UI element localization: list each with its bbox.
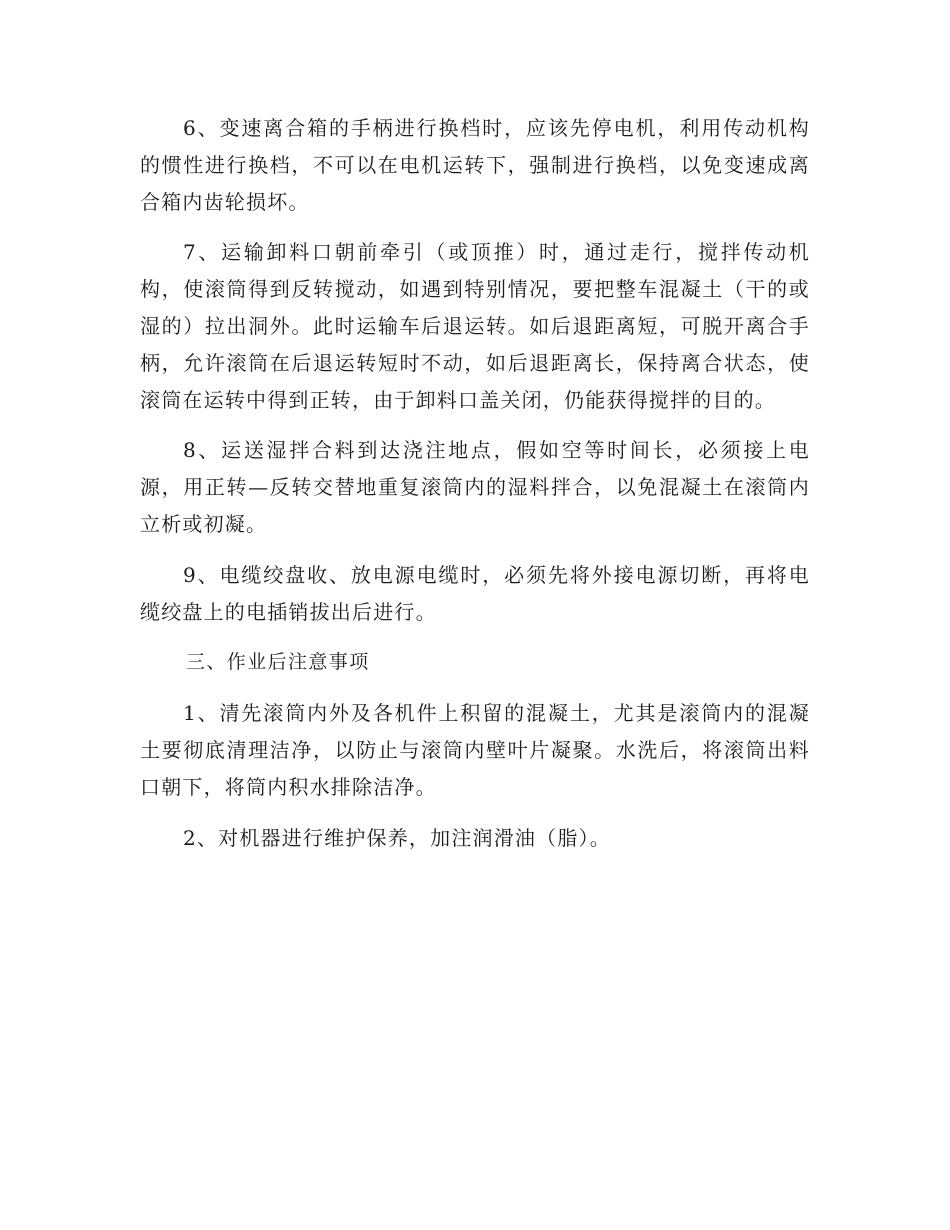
paragraph-item-1: 1、清先滚筒内外及各机件上积留的混凝土，尤其是滚筒内的混凝土要彻底清理洁净，以防止与滚筒内壁叶片凝聚。水洗后，将滚筒出料口朝下，将筒内积水排除洁净。: [140, 701, 810, 799]
section-heading: 三、作业后注意事项: [186, 651, 370, 674]
document-body: [140, 110, 810, 870]
paragraph-item-6: 6、变速离合箱的手柄进行换档时，应该先停电机，利用传动机构的惯性进行换档，不可以在电机运转下，强制进行换档，以免变速成离合箱内齿轮损坏。: [140, 116, 810, 214]
paragraph-item-9: 9、电缆绞盘收、放电源电缆时，必须先将外接电源切断，再将电缆绞盘上的电插销拔出后进行。: [140, 562, 810, 624]
paragraph-item-8: 8、运送湿拌合料到达浇注地点，假如空等时间长，必须接上电源，用正转—反转交替地重复滚筒内的湿料拌合，以免混凝土在滚筒内立析或初凝。: [140, 438, 810, 536]
paragraph-item-2: 2、对机器进行维护保养，加注润滑油（脂）。: [183, 825, 611, 850]
paragraph-item-7: 7、运输卸料口朝前牵引（或顶推）时，通过走行，搅拌传动机构，使滚筒得到反转搅动，如遇到特别情况，要把整车混凝土（干的或湿的）拉出洞外。此时运输车后退运转。如后退距离短，可脱开离合手柄，允许滚筒在后退运转短时不动，如后退距离长，保持离合状态，使滚筒在运转中得到正转，由于卸料口盖关闭，仍能获得搅拌的目的。: [140, 240, 810, 412]
